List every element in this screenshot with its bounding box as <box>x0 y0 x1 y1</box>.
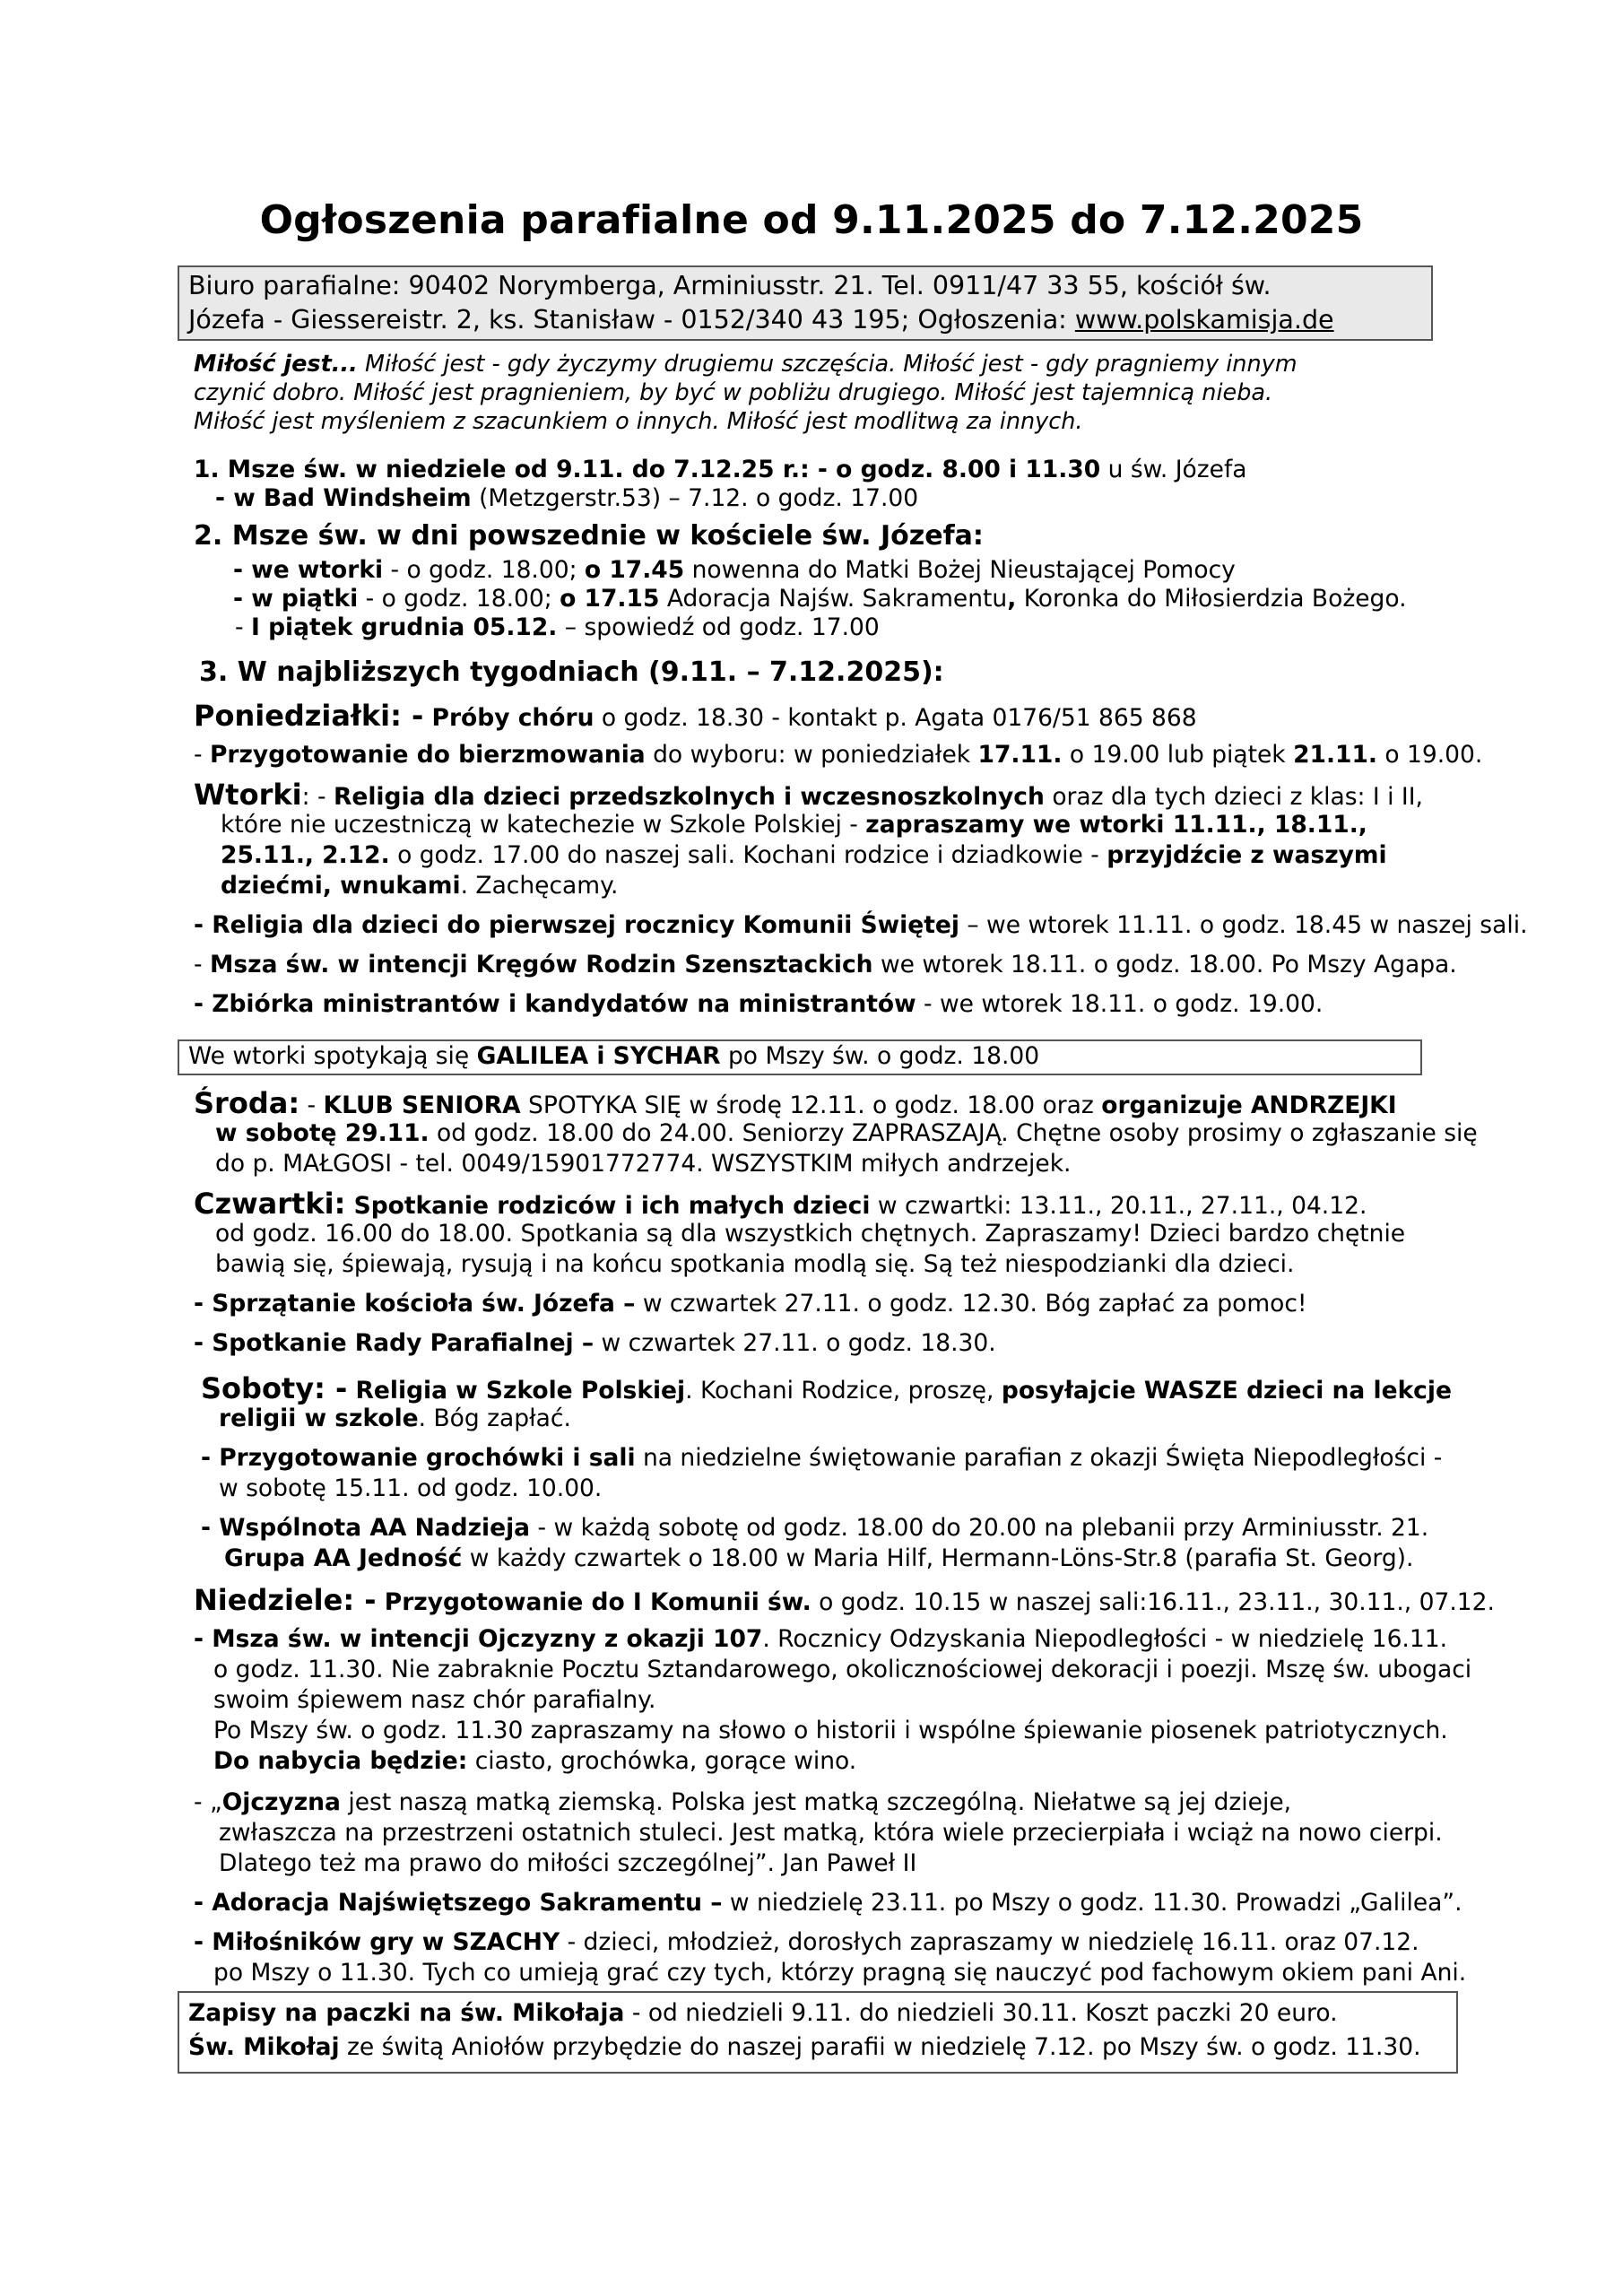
first-communion-anniversary-text: – we wtorek 11.11. o godz. 18.45 w naszej sali. <box>959 911 1528 939</box>
send-children-bold: posyłajcie WASZE dzieci na lekcje <box>1001 1377 1452 1405</box>
tuesday-encourage-text: . Zachęcamy. <box>460 872 619 900</box>
parish-office-box <box>178 265 1433 341</box>
confirmation-bold: Przygotowanie do bierzmowania <box>210 741 646 769</box>
thursday-line-3: bawią się, śpiewają, rysują i na końcu spotkania modlą się. Są też niespodzianki dla dzieci. <box>215 1250 1295 1278</box>
aa-nadzieja-line <box>201 1514 1428 1543</box>
intro-line-2: czynić dobro. Miłość jest pragnieniem, by być w pobliżu drugiego. Miłość jest tajemnicą nieba. <box>194 379 1273 406</box>
church-cleaning-line <box>194 1290 1307 1318</box>
office-contact-line <box>188 303 1422 337</box>
schoenstatt-mass-line <box>194 951 1457 979</box>
tuesday-section-colon: : - <box>301 783 334 811</box>
saturday-line-1 <box>201 1371 1452 1405</box>
sunday-masses-text: u św. Józefa <box>1100 456 1247 483</box>
weekday-masses-heading-text: 2. Msze św. w dni powszednie w kościele św. Józefa: <box>194 520 984 552</box>
tuesday-invite-dates: zapraszamy we wtorki 11.11., 18.11., <box>865 811 1367 839</box>
tuesday-religion-line-4 <box>221 872 618 900</box>
parish-council-bold: - Spotkanie Rady Parafialnej – <box>194 1329 595 1357</box>
tuesday-religion-line-2 <box>221 811 1367 839</box>
homeland-quote-line-3: Dlatego też ma prawo do miłości szczególnej”. Jan Paweł II <box>219 1849 917 1877</box>
altar-servers-text: - we wtorek 18.11. o godz. 19.00. <box>916 990 1324 1018</box>
friday-mass-line <box>233 585 1407 613</box>
parents-meeting-text: w czwartki: 13.11., 20.11., 27.11., 04.12. <box>870 1192 1367 1220</box>
upcoming-weeks-heading <box>199 658 944 687</box>
schoenstatt-dash: - <box>194 951 210 978</box>
tuesday-religion-text-3: o godz. 17.00 do naszej sali. Kochani rodzice i dziadkowie - <box>389 841 1107 869</box>
friday-text-2: Adoracja Najśw. Sakramentu <box>659 585 1008 613</box>
thursday-line-1 <box>194 1189 1367 1221</box>
friday-comma: , <box>1007 585 1017 613</box>
first-communion-prep-bold: Przygotowanie do I Komunii św. <box>376 1588 812 1616</box>
aa-nadzieja-text: - w każdą sobotę od godz. 18.00 do 20.00 na plebanii przy Arminiusstr. 21. <box>530 1514 1429 1542</box>
homeland-quote-line-1 <box>194 1788 1291 1817</box>
galilea-text-2: po Mszy św. o godz. 18.00 <box>720 1042 1040 1070</box>
monday-choir-text: o godz. 18.30 - kontakt p. Agata 0176/51 865 868 <box>594 704 1197 732</box>
senior-club-bold: KLUB SENIORA <box>323 1091 521 1119</box>
homeland-mass-line-1 <box>194 1625 1447 1654</box>
church-cleaning-text: w czwartek 27.11. o godz. 12.30. Bóg zapłać za pomoc! <box>635 1290 1307 1318</box>
tuesday-section-label: Wtorki <box>194 778 302 812</box>
tuesday-mass-line <box>233 556 1236 585</box>
tuesday-children-bold: dziećmi, wnukami <box>221 872 461 900</box>
tuesday-text-1: - o godz. 18.00; <box>383 556 585 584</box>
tuesday-religion-line-3 <box>221 841 1387 870</box>
chess-bold: - Miłośników gry w SZACHY <box>194 1928 560 1956</box>
office-contact-text: Józefa - Giessereistr. 2, ks. Stanisław - 0152/340 43 195; Ogłoszenia: <box>188 305 1075 335</box>
wednesday-label: Środa: <box>194 1086 300 1120</box>
website-link[interactable]: www.polskamisja.de <box>1074 305 1334 335</box>
intro-line-1 <box>194 350 1298 378</box>
weekday-masses-heading <box>194 522 984 551</box>
parish-council-line <box>194 1329 996 1358</box>
soup-preparation-bold: - Przygotowanie grochówki i sali <box>201 1444 636 1472</box>
galilea-text-1: We wtorki spotykają się <box>188 1042 477 1070</box>
friday-time: o 17.15 <box>560 585 660 613</box>
homeland-quote-line-2: zwłaszcza na przestrzeni ostatnich stuleci. Jest matką, która wiele przecierpiała i wciąż na nowo cierpi. <box>219 1819 1443 1847</box>
tuesday-religion-text-2: które nie uczestniczą w katechezie w Szkole Polskiej - <box>221 811 866 839</box>
st-nicholas-line-1 <box>188 1996 1447 2031</box>
intro-line-3: Miłość jest myśleniem z szacunkiem o innych. Miłość jest modlitwą za innych. <box>194 408 1083 435</box>
monday-choir: Próby chóru <box>423 704 595 732</box>
first-communion-anniversary-line <box>194 911 1528 940</box>
chess-line-2: po Mszy o 11.30. Tych co umieją grać czy tych, którzy pragną się nauczyć pod fachowym okiem pani Ani. <box>213 1959 1467 1987</box>
st-nicholas-line-2 <box>188 2031 1447 2065</box>
st-nicholas-bold: Św. Mikołaj <box>188 2033 340 2061</box>
page-title: Ogłoszenia parafialne od 9.11.2025 do 7.12.2025 <box>259 197 1364 243</box>
schoenstatt-mass-text: we wtorek 18.11. o godz. 18.00. Po Mszy Agapa. <box>872 951 1457 978</box>
homeland-quote-open: - „ <box>194 1788 222 1816</box>
confirmation-line <box>194 741 1482 770</box>
intro-text-1: Miłość jest - gdy życzymy drugiemu szczęścia. Miłość jest - gdy pragniemy innym <box>357 351 1298 378</box>
bad-windsheim-line <box>215 484 918 513</box>
first-friday-bold: I piątek grudnia 05.12. <box>251 613 558 641</box>
sunday-masses-bold: 1. Msze św. w niedziele od 9.11. do 7.12.25 r.: - o godz. 8.00 i 11.30 <box>194 456 1101 483</box>
monday-label: Poniedziałki: - <box>194 699 424 733</box>
homeland-quote-bold: Ojczyzna <box>221 1788 341 1816</box>
andrzejki-bold: organizuje ANDRZEJKI <box>1101 1091 1397 1119</box>
sunday-line-1 <box>194 1583 1495 1617</box>
chess-line-1 <box>194 1928 1419 1957</box>
upcoming-weeks-heading-text: 3. W najbliższych tygodniach (9.11. – 7.12.2025): <box>199 657 944 688</box>
available-bold: Do nabycia będzie: <box>213 1747 468 1775</box>
friday-label: - w piątki <box>233 585 359 613</box>
homeland-quote-text: jest naszą matką ziemską. Polska jest matką szczególną. Niełatwe są jej dzieje, <box>340 1788 1292 1816</box>
aa-jednosc-bold: Grupa AA Jedność <box>224 1544 463 1572</box>
soup-preparation-text: na niedzielne świętowanie parafian z okazji Święta Niepodległości - <box>635 1444 1443 1472</box>
tuesday-label: - we wtorki <box>233 556 384 584</box>
tuesday-religion-text: oraz dla tych dzieci z klas: I i II, <box>1044 783 1423 811</box>
saturday-line-2 <box>219 1405 571 1433</box>
office-address-line: Biuro parafialne: 90402 Norymberga, Arminiusstr. 21. Tel. 0911/47 33 55, kościół św. <box>188 271 1271 300</box>
schoenstatt-mass-bold: Msza św. w intencji Kręgów Rodzin Szensztackich <box>210 951 873 978</box>
monday-line <box>194 701 1197 733</box>
homeland-mass-bold: - Msza św. w intencji Ojczyzny z okazji 107 <box>194 1625 763 1653</box>
adoration-bold: - Adoracja Najświętszego Sakramentu – <box>194 1889 723 1917</box>
first-communion-anniversary-bold: - Religia dla dzieci do pierwszej rocznicy Komunii Świętej <box>194 911 959 939</box>
homeland-mass-line-5 <box>213 1747 856 1776</box>
friday-text-1: - o godz. 18.00; <box>358 585 560 613</box>
polish-school-text: . Kochani Rodzice, proszę, <box>685 1377 1002 1405</box>
tuesday-dates-2: 25.11., 2.12. <box>221 841 390 869</box>
sunday-masses-line <box>194 456 1247 484</box>
homeland-mass-text: . Rocznicy Odzyskania Niepodległości - w niedzielę 16.11. <box>762 1625 1448 1653</box>
st-nicholas-box <box>178 1991 1458 2074</box>
tuesday-religion-line-1 <box>194 780 1423 812</box>
polish-school-bold: Religia w Szkole Polskiej <box>347 1377 686 1405</box>
wednesday-line-3: do p. MAŁGOSI - tel. 0049/15901772774. WSZYSTKIM miłych andrzejek. <box>215 1150 1072 1178</box>
confirmation-text-1: do wyboru: w poniedziałek <box>645 741 978 769</box>
bad-windsheim-bold: - w Bad Windsheim <box>215 484 472 512</box>
wednesday-line-1 <box>194 1086 1397 1120</box>
thursday-line-2: od godz. 16.00 do 18.00. Spotkania są dla wszystkich chętnych. Zapraszamy! Dzieci bardzo chętnie <box>215 1220 1406 1248</box>
aa-jednosc-line <box>224 1544 1413 1573</box>
first-friday-text: – spowiedź od godz. 17.00 <box>557 613 880 641</box>
first-friday-line <box>235 613 880 642</box>
st-nicholas-signup-text: - od niedzieli 9.11. do niedzieli 30.11. Koszt paczki 20 euro. <box>624 1999 1338 2027</box>
parish-council-text: w czwartek 27.11. o godz. 18.30. <box>594 1329 996 1357</box>
confirmation-dash: - <box>194 741 210 769</box>
confirmation-date-2: 21.11. <box>1293 741 1377 769</box>
saturday-label: Soboty: - <box>201 1371 348 1405</box>
church-cleaning-bold: - Sprzątanie kościoła św. Józefa – <box>194 1290 636 1318</box>
first-communion-prep-text: o godz. 10.15 w naszej sali:16.11., 23.11., 30.11., 07.12. <box>811 1588 1495 1616</box>
confirmation-text-2: o 19.00 lub piątek <box>1062 741 1294 769</box>
chess-text: - dzieci, młodzież, dorosłych zapraszamy w niedzielę 16.11. oraz 07.12. <box>560 1928 1419 1956</box>
adoration-line <box>194 1889 1462 1918</box>
homeland-mass-line-2: o godz. 11.30. Nie zabraknie Pocztu Sztandarowego, okolicznościowej dekoracji i poezji. Mszę św. ubogaci <box>213 1656 1472 1683</box>
religion-school-text: . Bóg zapłać. <box>418 1405 571 1432</box>
bad-windsheim-text: (Metzgerstr.53) – 7.12. o godz. 17.00 <box>471 484 919 512</box>
confirmation-text-3: o 19.00. <box>1376 741 1483 769</box>
adoration-text: w niedzielę 23.11. po Mszy o godz. 11.30. Prowadzi „Galilea”. <box>722 1889 1462 1917</box>
aa-jednosc-text: w każdy czwartek o 18.00 w Maria Hilf, Hermann-Löns-Str.8 (parafia St. Georg). <box>462 1544 1414 1572</box>
homeland-mass-line-4: Po Mszy św. o godz. 11.30 zapraszamy na słowo o historii i wspólne śpiewanie piosenek patriotycznych. <box>213 1717 1448 1744</box>
tuesday-religion-bold: Religia dla dzieci przedszkolnych i wczesnoszkolnych <box>333 783 1045 811</box>
available-text: ciasto, grochówka, gorące wino. <box>467 1747 857 1775</box>
senior-club-text: SPOTYKA SIĘ w środę 12.11. o godz. 18.00 oraz <box>520 1091 1102 1119</box>
wednesday-line-2 <box>215 1119 1478 1148</box>
st-nicholas-signup-bold: Zapisy na paczki na św. Mikołaja <box>188 1999 625 2027</box>
parents-meeting-bold: Spotkanie rodziców i ich małych dzieci <box>345 1192 871 1220</box>
first-friday-dash: - <box>235 613 251 641</box>
tuesday-time: o 17.45 <box>584 556 685 584</box>
confirmation-date-1: 17.11. <box>977 741 1063 769</box>
wednesday-dash: - <box>299 1091 324 1119</box>
altar-servers-line <box>194 990 1323 1019</box>
soup-preparation-line-2: w sobotę 15.11. od godz. 10.00. <box>219 1474 603 1502</box>
altar-servers-bold: - Zbiórka ministrantów i kandydatów na ministrantów <box>194 990 916 1018</box>
tuesday-come-bold: przyjdźcie z waszymi <box>1107 841 1387 869</box>
galilea-groups: GALILEA i SYCHAR <box>476 1042 721 1070</box>
homeland-mass-line-3: swoim śpiewem nasz chór parafialny. <box>213 1686 656 1714</box>
religion-school-bold: religii w szkole <box>219 1405 419 1432</box>
sunday-label: Niedziele: - <box>194 1583 377 1617</box>
tuesday-text-2: nowenna do Matki Bożej Nieustającej Pomocy <box>684 556 1236 584</box>
andrzejki-date: w sobotę 29.11. <box>215 1119 430 1147</box>
st-nicholas-text: ze świtą Aniołów przybędzie do naszej parafii w niedzielę 7.12. po Mszy św. o godz. 11.30. <box>339 2033 1421 2061</box>
galilea-sychar-box <box>178 1039 1422 1075</box>
soup-preparation-line-1 <box>201 1444 1442 1473</box>
andrzejki-text: od godz. 18.00 do 24.00. Seniorzy ZAPRASZAJĄ. Chętne osoby prosimy o zgłaszanie się <box>429 1119 1478 1147</box>
friday-text-3: Koronka do Miłosierdzia Bożego. <box>1016 585 1407 613</box>
thursday-label: Czwartki: <box>194 1187 346 1221</box>
intro-lead: Miłość jest... <box>194 351 358 378</box>
aa-nadzieja-bold: - Wspólnota AA Nadzieja <box>201 1514 531 1542</box>
